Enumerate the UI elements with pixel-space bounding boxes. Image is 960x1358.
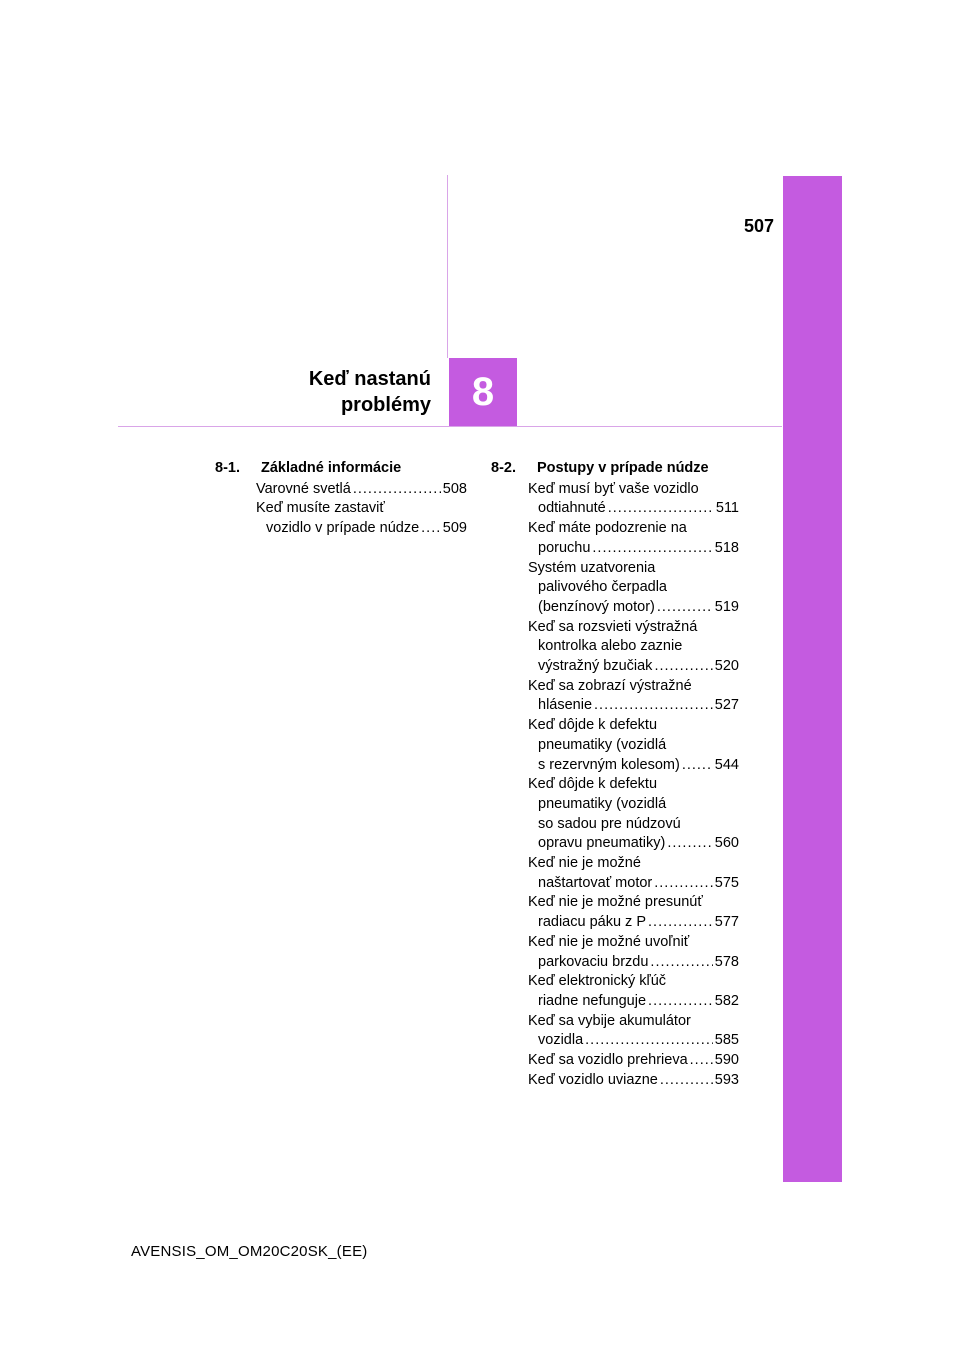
toc-entry-last-line xyxy=(528,1031,739,1051)
toc-page-number: 577 xyxy=(714,914,739,931)
section-title: Postupy v prípade núdze xyxy=(537,460,709,476)
toc-entry-last-line xyxy=(528,992,739,1012)
toc-entry-last-line xyxy=(256,519,467,539)
toc-entry-text: odtiahnuté xyxy=(538,500,606,517)
chapter-number-badge: 8 xyxy=(449,358,517,426)
toc-entry-last-line xyxy=(256,480,467,500)
toc-section-8-1 xyxy=(215,459,467,539)
dot-leader xyxy=(690,1051,713,1071)
toc-entry-text: výstražný bzučiak xyxy=(538,658,653,675)
toc-entry-text: kontrolka alebo zaznie xyxy=(538,638,683,655)
header-divider-vertical xyxy=(447,175,448,358)
page-number: 507 xyxy=(743,216,774,236)
section-number: 8-1. xyxy=(215,460,240,476)
toc-entry-last-line xyxy=(528,834,739,854)
toc-entry-text: Keď dôjde k defektu xyxy=(528,717,658,734)
toc-entry-last-line xyxy=(528,756,739,776)
toc-entry-text: parkovaciu brzdu xyxy=(538,953,649,970)
dot-leader xyxy=(650,953,712,973)
toc-entry-text: pneumatiky (vozidlá xyxy=(538,736,667,753)
toc-entry-text: Keď nie je možné xyxy=(528,855,641,872)
toc-entry-text: palivového čerpadla xyxy=(538,579,667,596)
toc-page-number: 544 xyxy=(714,756,739,773)
toc-entry-text: Varovné svetlá xyxy=(256,480,351,497)
toc-entry-list xyxy=(528,480,739,1091)
toc-entry-text: so sadou pre núdzovú xyxy=(538,815,681,832)
dot-leader xyxy=(585,1031,713,1051)
toc-entry[interactable] xyxy=(256,499,467,538)
toc-entry-text: radiacu páku z P xyxy=(538,914,647,931)
toc-entry[interactable] xyxy=(528,559,739,618)
dot-leader xyxy=(648,992,713,1012)
toc-entry-text: Keď sa rozsvieti výstražná xyxy=(528,618,698,635)
section-number: 8-2. xyxy=(491,460,516,476)
toc-entry-last-line xyxy=(528,1071,739,1091)
toc-entry-last-line xyxy=(528,598,739,618)
dot-leader xyxy=(660,1071,713,1091)
toc-entry[interactable] xyxy=(528,716,739,775)
toc-page-number: 578 xyxy=(714,953,739,970)
dot-leader xyxy=(353,480,441,500)
header-divider-horizontal xyxy=(118,426,782,427)
dot-leader xyxy=(654,657,712,677)
toc-entry-text: Keď musí byť vaše vozidlo xyxy=(528,480,699,497)
toc-entry-text: Keď nie je možné presunúť xyxy=(528,894,703,911)
chapter-title-line-2: problémy xyxy=(340,394,431,416)
toc-entry[interactable] xyxy=(528,618,739,677)
toc-entry-text: Keď dôjde k defektu xyxy=(528,776,658,793)
toc-page-number: 511 xyxy=(715,500,739,517)
toc-entry-text: Keď elektronický kľúč xyxy=(528,973,667,990)
document-footer-id: AVENSIS_OM_OM20C20SK_(EE) xyxy=(131,1243,368,1260)
toc-entry-text: Systém uzatvorenia xyxy=(528,559,656,576)
toc-entry[interactable] xyxy=(528,775,739,854)
toc-entry-text: Keď sa vybije akumulátor xyxy=(528,1012,691,1029)
toc-entry-text: poruchu xyxy=(538,539,591,556)
toc-entry-text: riadne nefunguje xyxy=(538,992,647,1009)
toc-entry[interactable] xyxy=(528,893,739,932)
toc-entry-last-line xyxy=(528,1051,739,1071)
chapter-side-tab xyxy=(783,176,842,1182)
toc-entry-last-line xyxy=(528,874,739,894)
toc-entry-text: opravu pneumatiky) xyxy=(538,835,666,852)
toc-entry-last-line xyxy=(528,657,739,677)
toc-entry-text: Keď sa zobrazí výstražné xyxy=(528,677,692,694)
toc-entry-text: hlásenie xyxy=(538,697,593,714)
toc-entry-text: pneumatiky (vozidlá xyxy=(538,795,667,812)
toc-entry[interactable] xyxy=(528,854,739,893)
dot-leader xyxy=(608,499,714,519)
toc-page-number: 585 xyxy=(714,1032,739,1049)
section-title: Základné informácie xyxy=(261,460,402,476)
toc-section-8-2 xyxy=(491,459,739,1091)
section-heading xyxy=(215,459,467,479)
toc-page-number: 593 xyxy=(714,1071,739,1088)
toc-page-number: 518 xyxy=(714,539,739,556)
toc-entry-text: naštartovať motor xyxy=(538,874,653,891)
toc-entry[interactable] xyxy=(528,972,739,1011)
dot-leader xyxy=(421,519,441,539)
toc-entry-last-line xyxy=(528,953,739,973)
toc-entry-last-line xyxy=(528,539,739,559)
toc-entry-list xyxy=(256,480,467,539)
chapter-title xyxy=(309,366,431,418)
toc-entry-text: Keď nie je možné uvoľniť xyxy=(528,933,690,950)
toc-entry-text: vozidlo v prípade núdze xyxy=(266,520,420,537)
toc-entry-text: Keď musíte zastaviť xyxy=(256,500,385,517)
dot-leader xyxy=(594,696,713,716)
toc-page-number: 519 xyxy=(714,598,739,615)
toc-entry[interactable] xyxy=(528,1012,739,1051)
toc-page-number: 527 xyxy=(714,697,739,714)
toc-page-number: 509 xyxy=(442,520,467,537)
toc-entry[interactable] xyxy=(528,677,739,716)
toc-entry[interactable] xyxy=(256,480,467,500)
toc-page-number: 575 xyxy=(714,874,739,891)
dot-leader xyxy=(682,756,713,776)
dot-leader xyxy=(667,834,712,854)
dot-leader xyxy=(592,539,712,559)
toc-entry-text: Keď vozidlo uviazne xyxy=(528,1071,658,1088)
toc-entry[interactable] xyxy=(528,1051,739,1071)
toc-entry-text: s rezervným kolesom) xyxy=(538,756,680,773)
toc-page-number: 590 xyxy=(714,1052,739,1069)
toc-entry-text: (benzínový motor) xyxy=(538,598,655,615)
dot-leader xyxy=(657,598,713,618)
toc-entry[interactable] xyxy=(528,933,739,972)
toc-entry[interactable] xyxy=(528,519,739,558)
toc-entry-text: vozidla xyxy=(538,1032,584,1049)
toc-entry-last-line xyxy=(528,499,739,519)
toc-page-number: 508 xyxy=(442,480,467,497)
dot-leader xyxy=(654,874,713,894)
dot-leader xyxy=(648,913,713,933)
toc-page-number: 520 xyxy=(714,658,739,675)
chapter-title-line-1: Keď nastanú xyxy=(308,368,431,390)
toc-entry-text: Keď máte podozrenie na xyxy=(528,520,687,537)
toc-entry-last-line xyxy=(528,913,739,933)
toc-page-number: 582 xyxy=(714,992,739,1009)
toc-entry[interactable] xyxy=(528,480,739,519)
toc-entry-last-line xyxy=(528,696,739,716)
section-heading xyxy=(491,459,739,479)
toc-page-number: 560 xyxy=(714,835,739,852)
toc-entry[interactable] xyxy=(528,1071,739,1091)
toc-entry-text: Keď sa vozidlo prehrieva xyxy=(528,1052,688,1069)
